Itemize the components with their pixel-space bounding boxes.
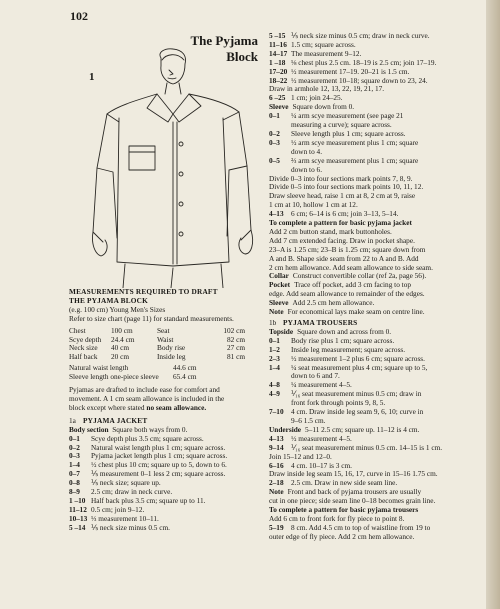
step-key: 0–8 bbox=[69, 479, 80, 488]
right-column bbox=[269, 32, 482, 542]
step-text: Front and back of pyjama trousers are usually bbox=[287, 488, 422, 497]
step-key: 8–9 bbox=[69, 488, 80, 497]
instruction-line bbox=[269, 94, 482, 103]
instruction-line bbox=[269, 32, 482, 41]
instruction-line bbox=[269, 201, 482, 210]
instruction-line bbox=[269, 355, 482, 364]
instruction-line bbox=[269, 497, 482, 506]
step-text: ½ measurement 4–5. bbox=[291, 434, 352, 443]
instruction-line bbox=[269, 453, 482, 462]
step-key: 2–18 bbox=[269, 479, 284, 488]
step-key: Underside bbox=[269, 425, 302, 434]
step-text: 23–A is 1.25 cm; 23–B is 1.25 cm; square down from bbox=[269, 245, 426, 254]
step-key: Topside bbox=[269, 327, 294, 336]
instruction-line bbox=[269, 390, 482, 399]
instruction-line bbox=[269, 417, 482, 426]
step-text: down to 6. bbox=[291, 165, 323, 174]
step-key: Note bbox=[269, 488, 284, 497]
step-text: 2.5 cm; draw in neck curve. bbox=[91, 488, 173, 497]
instruction-line bbox=[269, 346, 482, 355]
step-key: 1 –10 bbox=[69, 496, 86, 505]
step-text: ½ measurement 10–18; square down to 23, 24. bbox=[291, 76, 428, 85]
natural-waist-row: Natural waist length 44.6 cm bbox=[69, 364, 197, 373]
instruction-line bbox=[69, 435, 266, 444]
instruction-line bbox=[269, 372, 482, 381]
step-text: Inside leg measurement; square across. bbox=[291, 345, 406, 354]
step-text: ⅟₁₆ seat measurement minus 0.5 cm; draw in bbox=[291, 390, 422, 399]
step-text: ⅓ measurement 10–11. bbox=[91, 514, 159, 523]
sleeve-length-row: Sleeve length one-piece sleeve 65.4 cm bbox=[69, 373, 197, 382]
step-text: Scye depth plus 3.5 cm; square across. bbox=[91, 434, 204, 443]
ease-note: block except where stated no seam allowance. bbox=[69, 403, 207, 412]
instruction-line bbox=[269, 506, 482, 515]
jacket-steps-list bbox=[69, 435, 266, 533]
instruction-line bbox=[69, 452, 266, 461]
step-text: cut in one piece; side seam line 0–18 becomes grain line. bbox=[269, 497, 436, 506]
step-text: outer edge of fly piece. Add 2 cm hem allowance. bbox=[269, 532, 415, 541]
instruction-line bbox=[69, 461, 266, 470]
step-key: Sleeve bbox=[269, 103, 289, 112]
step-key: Note bbox=[269, 308, 284, 317]
instruction-line bbox=[269, 139, 482, 148]
step-key: 0–1 bbox=[269, 112, 280, 121]
step-key: 6 –25 bbox=[269, 94, 286, 103]
step-text: ⅕ measurement 0–1 less 2 cm; square across. bbox=[91, 470, 226, 479]
instruction-line bbox=[269, 59, 482, 68]
instruction-line bbox=[269, 444, 482, 453]
step-text: Add 7 cm extended facing. Draw in pocket shape. bbox=[269, 236, 415, 245]
step-text: ⅟₁₆ seat measurement minus 0.5 cm. 14–15 is 1 cm. bbox=[291, 443, 443, 452]
step-text: Trace off pocket, add 3 cm facing to top bbox=[294, 281, 411, 290]
step-text: 1.5 cm; square across. bbox=[291, 40, 356, 49]
step-key: 14–17 bbox=[269, 49, 288, 58]
step-text: To complete a pattern for basic pyjama trousers bbox=[269, 506, 419, 515]
step-key: 0–1 bbox=[69, 434, 80, 443]
step-text: 1 cm at 10, hollow 1 cm at 12. bbox=[269, 201, 358, 210]
step-key: 5–19 bbox=[269, 523, 284, 532]
instruction-line bbox=[69, 515, 266, 524]
step-text: down to 4. bbox=[291, 147, 323, 156]
step-text: ⅛ chest plus 2.5 cm. 18–19 is 2.5 cm; join 17–19. bbox=[291, 58, 437, 67]
instruction-line bbox=[269, 77, 482, 86]
step-text: ⅕ neck size; square up. bbox=[91, 479, 161, 488]
step-key: 4–9 bbox=[269, 390, 280, 399]
instruction-line bbox=[269, 462, 482, 471]
step-text: ¼ measurement 4–5. bbox=[291, 381, 352, 390]
instruction-line bbox=[269, 103, 482, 112]
instruction-line bbox=[269, 337, 482, 346]
instruction-line bbox=[269, 308, 482, 317]
table-row: Neck size 40 cm Body rise 27 cm bbox=[69, 343, 245, 353]
instruction-line bbox=[269, 488, 482, 497]
instruction-line bbox=[269, 68, 482, 77]
page-binding-shadow bbox=[486, 0, 500, 609]
table-row: Chest 100 cm Seat 102 cm bbox=[69, 325, 245, 335]
figure-label: 1 bbox=[89, 71, 95, 83]
instruction-line bbox=[69, 497, 266, 506]
instruction-line bbox=[269, 399, 482, 408]
step-text: Construct convertible collar (ref 2a, page 56). bbox=[292, 272, 427, 281]
instruction-line bbox=[69, 470, 266, 479]
step-text: Divide 0–3 into four sections mark points 7, 8, 9. bbox=[269, 174, 413, 183]
page-number: 102 bbox=[70, 9, 88, 23]
step-key: 9–14 bbox=[269, 443, 284, 452]
step-key: 2–3 bbox=[269, 354, 280, 363]
step-text: ⅔ arm scye measurement plus 1 cm; square bbox=[291, 156, 419, 165]
step-text: Draw in armhole 12, 13, 22, 19, 21, 17. bbox=[269, 85, 385, 94]
instruction-line bbox=[269, 219, 482, 228]
instruction-line bbox=[269, 210, 482, 219]
instruction-line bbox=[69, 524, 266, 533]
step-text: Square down from 0. bbox=[292, 103, 355, 112]
instruction-line bbox=[269, 479, 482, 488]
instruction-line bbox=[69, 488, 266, 497]
step-text: Add 6 cm to front fork for fly piece to point 8. bbox=[269, 514, 405, 523]
instruction-line bbox=[269, 272, 482, 281]
step-text: ⅕ neck size minus 0.5 cm. bbox=[91, 523, 171, 532]
step-key: 4–13 bbox=[269, 210, 284, 219]
step-text: 2 cm hem allowance. Add seam allowance to side seam. bbox=[269, 263, 433, 272]
body-section-line: Body section Square both ways from 0. bbox=[69, 425, 188, 434]
instruction-line bbox=[269, 85, 482, 94]
step-key: 0–2 bbox=[69, 443, 80, 452]
measurements-table bbox=[69, 327, 245, 363]
intro-line: (e.g. 100 cm) Young Men's Sizes bbox=[69, 305, 166, 314]
step-key: 5 –14 bbox=[69, 523, 86, 532]
instruction-line bbox=[269, 112, 482, 121]
step-text: Square down and across from 0. bbox=[297, 327, 392, 336]
step-text: 4 cm. 10–17 is 3 cm. bbox=[291, 461, 353, 470]
instruction-line bbox=[269, 408, 482, 417]
step-text: ¼ seat measurement plus 4 cm; square up to 5, bbox=[291, 363, 428, 372]
instruction-line bbox=[269, 148, 482, 157]
instruction-line bbox=[269, 524, 482, 533]
step-text: A and B. Shape side seam from 22 to A and B. Add bbox=[269, 254, 419, 263]
step-text: Pyjama jacket length plus 1 cm; square across. bbox=[91, 452, 228, 461]
step-text: edge. Add seam allowance to remainder of the edges. bbox=[269, 290, 425, 299]
step-key: 1–2 bbox=[269, 345, 280, 354]
pyjama-figure-illustration bbox=[73, 48, 268, 288]
trousers-steps-list bbox=[269, 328, 482, 542]
step-key: 0–5 bbox=[269, 156, 280, 165]
step-key: 1–4 bbox=[269, 363, 280, 372]
step-text: Draw inside leg seam 15, 16, 17, curve in 15–16 1.75 cm. bbox=[269, 470, 438, 479]
step-key: Pocket bbox=[269, 281, 291, 290]
step-key: 0–1 bbox=[269, 336, 280, 345]
step-text: To complete a pattern for basic pyjama jacket bbox=[269, 219, 412, 228]
step-text: 6 cm; 6–14 is 6 cm; join 3–13, 5–14. bbox=[291, 210, 399, 219]
instruction-line bbox=[269, 130, 482, 139]
step-key: 4–13 bbox=[269, 434, 284, 443]
step-text: Divide 0–5 into four sections mark points 10, 11, 12. bbox=[269, 183, 424, 192]
instruction-line bbox=[269, 175, 482, 184]
step-key: 10–13 bbox=[69, 514, 88, 523]
instruction-line bbox=[269, 246, 482, 255]
step-key: 5 –15 bbox=[269, 32, 286, 40]
section-heading-trousers: 1b PYJAMA TROUSERS bbox=[269, 319, 358, 327]
step-key: 17–20 bbox=[269, 67, 288, 76]
measurements-heading: MEASUREMENTS REQUIRED TO DRAFT bbox=[69, 288, 218, 296]
instruction-line bbox=[269, 290, 482, 299]
instruction-line bbox=[69, 444, 266, 453]
instruction-line bbox=[269, 237, 482, 246]
instruction-line bbox=[269, 41, 482, 50]
step-text: Natural waist length plus 1 cm; square across. bbox=[91, 443, 226, 452]
instruction-line bbox=[269, 381, 482, 390]
intro-line: Refer to size chart (page 11) for standard measurements. bbox=[69, 314, 234, 323]
title-line-2: Block bbox=[226, 49, 258, 64]
step-key: Sleeve bbox=[269, 299, 289, 308]
step-text: Add 2.5 cm hem allowance. bbox=[292, 299, 375, 308]
step-text: Join 15–12 and 12–0. bbox=[269, 452, 332, 461]
step-text: ¼ arm scye measurement (see page 21 bbox=[291, 112, 404, 121]
table-row: Scye depth 24.4 cm Waist 82 cm bbox=[69, 334, 245, 344]
step-text: 9–6 1.5 cm. bbox=[291, 416, 326, 425]
step-text: Body rise plus 1 cm; square across. bbox=[291, 336, 395, 345]
step-text: front fork through points 9, 8, 5. bbox=[291, 399, 386, 408]
step-text: ½ measurement 1–2 plus 6 cm; square across. bbox=[291, 354, 425, 363]
instruction-line bbox=[269, 255, 482, 264]
title-line-1: The Pyjama bbox=[190, 33, 258, 48]
step-text: Add 2 cm button stand, mark buttonholes. bbox=[269, 227, 392, 236]
step-text: ½ measurement 17–19. 20–21 is 1.5 cm. bbox=[291, 67, 410, 76]
step-text: ½ arm scye measurement plus 1 cm; square bbox=[291, 138, 419, 147]
step-text: Draw sleeve head, raise 1 cm at 8, 2 cm at 9, raise bbox=[269, 192, 416, 201]
instruction-line bbox=[269, 183, 482, 192]
step-text: 5–11 2.5 cm; square up. 11–12 is 4 cm. bbox=[305, 425, 420, 434]
step-text: Sleeve length plus 1 cm; square across. bbox=[291, 129, 406, 138]
step-text: Half back plus 3.5 cm; square up to 11. bbox=[91, 496, 206, 505]
instruction-line bbox=[269, 299, 482, 308]
jacket-steps-continued bbox=[269, 32, 482, 317]
step-key: 0–7 bbox=[69, 470, 80, 479]
step-text: ½ chest plus 10 cm; square up to 5, down to 6. bbox=[91, 461, 227, 470]
instruction-line bbox=[269, 166, 482, 175]
instruction-line bbox=[269, 228, 482, 237]
instruction-line bbox=[269, 192, 482, 201]
step-text: down to 6 and 7. bbox=[291, 372, 340, 381]
step-text: 4 cm. Draw inside leg seam 9, 6, 10; curve in bbox=[291, 408, 424, 417]
step-text: 0.5 cm; join 9–12. bbox=[91, 505, 145, 514]
step-key: 11–12 bbox=[69, 505, 87, 514]
ease-note: movement. A 1 cm seam allowance is included in the bbox=[69, 394, 225, 403]
instruction-line bbox=[269, 328, 482, 337]
step-text: ⅕ neck size minus 0.5 cm; draw in neck curve. bbox=[291, 32, 430, 40]
step-key: 1–4 bbox=[69, 461, 80, 470]
step-text: 8 cm. Add 4.5 cm to top of waistline from 19 to bbox=[291, 523, 431, 532]
instruction-line bbox=[269, 533, 482, 542]
step-text: For economical lays make seam on centre line. bbox=[287, 308, 425, 317]
step-text: 1 cm; join 24–25. bbox=[291, 94, 343, 103]
step-key: 11–16 bbox=[269, 40, 287, 49]
step-key: 0–3 bbox=[269, 138, 280, 147]
step-key: 6–16 bbox=[269, 461, 284, 470]
instruction-line bbox=[269, 515, 482, 524]
instruction-line bbox=[269, 364, 482, 373]
step-key: 7–10 bbox=[269, 408, 284, 417]
ease-note: Pyjamas are drafted to include ease for comfort and bbox=[69, 386, 220, 395]
table-row: Half back 20 cm Inside leg 81 cm bbox=[69, 352, 245, 362]
measurements-heading-2: THE PYJAMA BLOCK bbox=[69, 296, 149, 305]
step-key: 1 –18 bbox=[269, 58, 286, 67]
section-heading-jacket: 1a PYJAMA JACKET bbox=[69, 416, 148, 425]
instruction-line bbox=[69, 506, 266, 515]
instruction-line bbox=[269, 50, 482, 59]
instruction-line bbox=[269, 264, 482, 273]
step-key: 0–2 bbox=[269, 129, 280, 138]
instruction-line bbox=[269, 426, 482, 435]
step-key: 0–3 bbox=[69, 452, 80, 461]
instruction-line bbox=[269, 470, 482, 479]
instruction-line bbox=[269, 281, 482, 290]
instruction-line bbox=[269, 121, 482, 130]
instruction-line bbox=[269, 435, 482, 444]
step-key: 4–8 bbox=[269, 381, 280, 390]
step-text: measuring a curve); square across. bbox=[291, 121, 392, 130]
step-key: 18–22 bbox=[269, 76, 288, 85]
left-column bbox=[69, 288, 266, 533]
instruction-line bbox=[269, 157, 482, 166]
step-text: The measurement 9–12. bbox=[291, 49, 362, 58]
step-key: Collar bbox=[269, 272, 289, 281]
instruction-line bbox=[69, 479, 266, 488]
step-text: 2.5 cm. Draw in new side seam line. bbox=[291, 479, 398, 488]
